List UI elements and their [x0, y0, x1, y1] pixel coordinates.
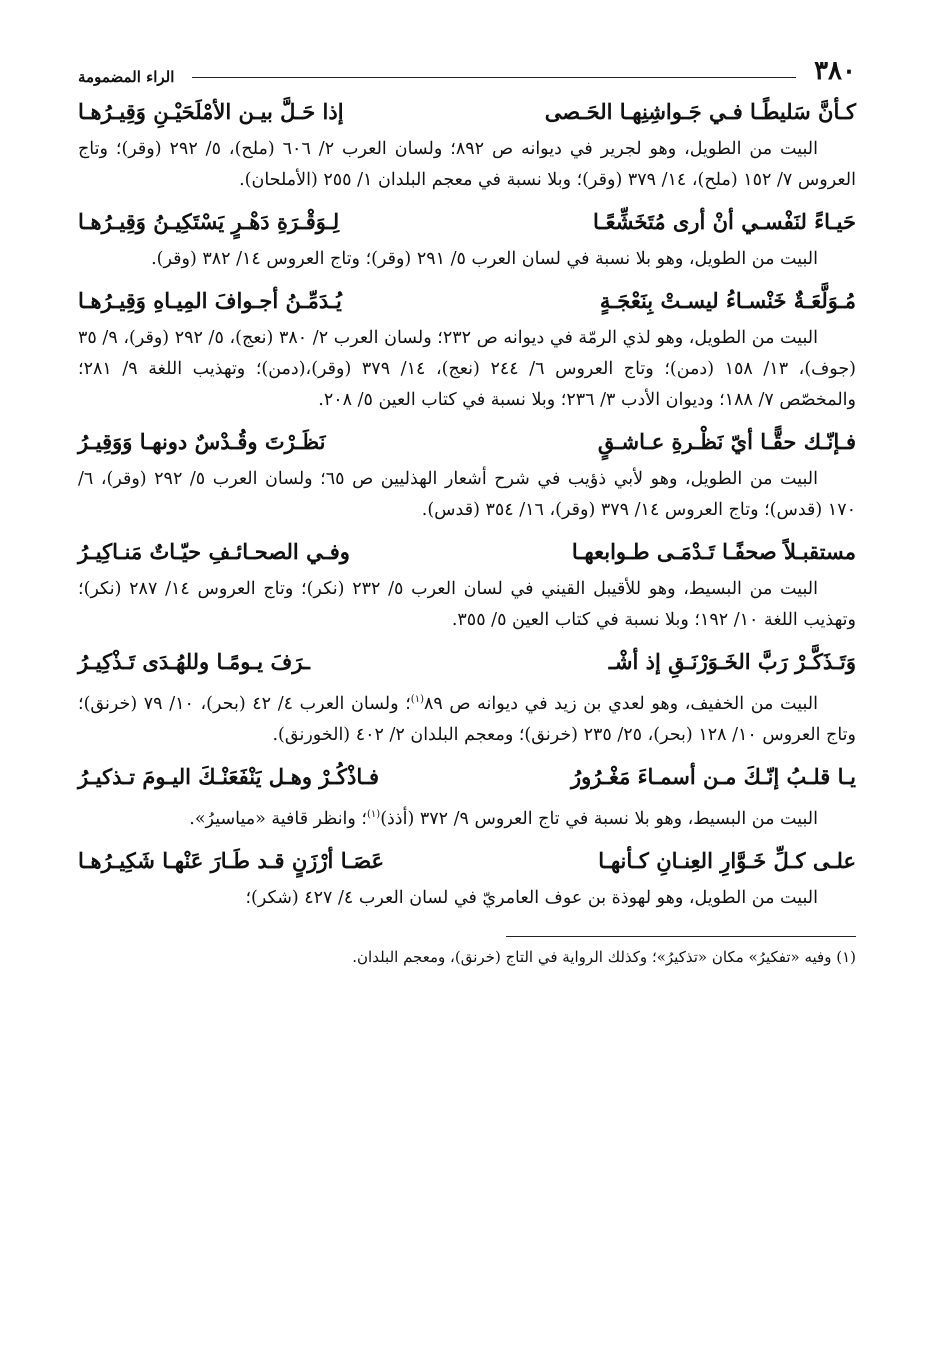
first-hemistich: كـأنَّ سَليطًـا فـي جَـواشِنِهـا الحَـصى — [544, 99, 856, 124]
second-hemistich: عَصَـا أرْزَنٍ قـد طَـارَ عَنْهـا شَكِيـرُهـا — [78, 847, 384, 873]
commentary-text — [78, 684, 856, 751]
commentary-part: ؛ ولسان العرب ٤/ ٤٢ (بحر)، ١٠/ ٧٩ (خرنق)؛ وتاج العروس ١٠/ ١٢٨ (بحر)، ٢٥/ ٢٣٥ (خرنق)؛ ومعجم البلدان ٢/ ٤٠٢ (الخورنق). — [78, 693, 856, 745]
poem-entry — [78, 759, 856, 835]
verse-line — [78, 534, 856, 570]
verse-line — [78, 644, 856, 680]
footnote: (١) وفيه «تفكيرُ» مكان «تذكيرُ»؛ وكذلك الرواية في التاج (خرنق)، ومعجم البلدان. — [352, 947, 856, 966]
second-hemistich: نَظَـرْتَ وقُـدْسٌ دونهـا وَوَقِيـرُ — [78, 429, 326, 454]
second-hemistich: لِـوَقْـرَةِ دَهْـرٍ يَسْتَكِيـنُ وَقِيـرُهـا — [78, 209, 340, 234]
commentary-part: البيت من البسيط، وهو بلا نسبة في تاج العروس ٩/ ٣٧٢ (أذذ) — [380, 808, 818, 829]
commentary-text: البيت من الطويل، وهو لأبي ذؤيب في شرح أشعار الهذليين ص ٦٥؛ ولسان العرب ٥/ ٢٩٢ (وقر)، ٦/ ١٧٠ (قدس)؛ وتاج العروس ١٤/ ٣٧٩ (وقر)، ١٦/ ٣٥٤ (قدس). — [78, 469, 856, 520]
verse-line — [78, 94, 856, 130]
footnote-marker: (١) — [367, 808, 381, 820]
running-title: الراء المضمومة — [78, 68, 175, 86]
commentary-text: البيت من الطويل، وهو لذي الرمّة في ديوانه ص ٢٣٢؛ ولسان العرب ٢/ ٣٨٠ (نعج)، ٥/ ٢٩٢ (وقر)، ٩/ ٣٥ (جوف)، ١٣/ ١٥٨ (دمن)؛ وتاج العروس ٦/ ٢٤٤ (نعج)، ١٤/ ٣٧٩ (وقر)،(دمن)؛ وتهذيب اللغة ٩/ ٢٨١؛ والمخصّص ٧/ ١٨٨؛ وديوان الأدب ٣/ ٢٣٦؛ وبلا نسبة في كتاب العين ٥/ ٢٠٨. — [78, 328, 856, 410]
poem-entry — [78, 644, 856, 751]
first-hemistich: حَيـاءً لنَفْسـي أنْ أرى مُتَخَشِّعًـا — [593, 209, 856, 234]
commentary-text: البيت من الطويل، وهو بلا نسبة في لسان العرب ٥/ ٢٩١ (وقر)؛ وتاج العروس ١٤/ ٣٨٢ (وقر). — [151, 249, 818, 269]
poem-entry — [78, 94, 856, 196]
verse-line — [78, 843, 856, 879]
first-hemistich: فـإنّـك حقًّـا أيّ نَظْـرةِ عـاشـقٍ — [597, 429, 856, 454]
second-hemistich: ـرَفَ يـومًـا وللهُـدَى تَـذْكِيـرُ — [78, 649, 310, 674]
poem-entry — [78, 843, 856, 914]
commentary-text: البيت من البسيط، وهو للأقيبل القيني في لسان العرب ٥/ ٢٣٢ (نكر)؛ وتاج العروس ١٤/ ٢٨٧ (نكر)؛ وتهذيب اللغة ١٠/ ١٩٢؛ وبلا نسبة في كتاب العين ٥/ ٣٥٥. — [78, 579, 856, 630]
page-header — [78, 52, 856, 86]
poem-entry — [78, 534, 856, 636]
commentary-text: البيت من الطويل، وهو لهوذة بن عوف العامريّ في لسان العرب ٤/ ٤٢٧ (شكر)؛ — [245, 887, 818, 908]
commentary-part: البيت من الخفيف، وهو لعدي بن زيد في ديوانه ص ٨٩ — [423, 693, 818, 714]
header-rule — [192, 77, 796, 78]
first-hemistich: علـى كـلِّ خَـوَّارِ العِنـانِ كـأنهـا — [598, 847, 856, 873]
verse-line — [78, 283, 856, 319]
second-hemistich: فـاذْكُـرْ وهـل يَنْفَعَنْـكَ اليـومَ تـذكيـرُ — [78, 763, 379, 789]
poem-entry — [78, 204, 856, 275]
commentary-text — [78, 799, 856, 835]
footnote-marker: (١) — [410, 694, 424, 705]
verse-line — [78, 424, 856, 460]
verse-line — [78, 204, 856, 240]
commentary-text: البيت من الطويل، وهو لجرير في ديوانه ص ٨٩٢؛ ولسان العرب ٢/ ٦٠٦ (ملح)، ٥/ ٢٩٢ (وقر)؛ وتاج العروس ٧/ ١٥٢ (ملح)، ١٤/ ٣٧٩ (وقر)؛ وبلا نسبة في معجم البلدان ١/ ٢٥٥ (الأملحان). — [78, 139, 856, 190]
second-hemistich: إذا حَـلَّ بيـن الأمْلَحَيْـنِ وَقِيـرُهـا — [78, 99, 344, 124]
commentary-part: ؛ وانظر قافية «مياسيرُ». — [189, 808, 367, 829]
poem-entry — [78, 283, 856, 416]
verse-line — [78, 759, 856, 795]
poem-entry — [78, 424, 856, 526]
first-hemistich: يـا قلـبُ إنّـكَ مـن أسمـاءَ مَغْـرُورُ — [570, 763, 856, 789]
first-hemistich: مُـوَلَّعَـةٌ خَنْسـاءُ ليسـتْ بِنَعْجَـةٍ — [599, 288, 856, 313]
footnote-rule — [506, 936, 856, 937]
first-hemistich: وَتَـذَكَّـرْ رَبَّ الخَـوَرْنَـقِ إذ أشْـ — [608, 649, 856, 674]
second-hemistich: يُـدَمِّـنُ أجـوافَ المِيـاهِ وَقِيـرُهـا — [78, 288, 342, 313]
first-hemistich: مستقبـلاً صحفًـا تَـدْمَـى طـوابعهـا — [571, 539, 856, 564]
second-hemistich: وفـي الصحـائـفِ حيّـاتٌ مَنـاكِيـرُ — [78, 539, 350, 564]
page-number: ٣٨٠ — [814, 56, 856, 86]
